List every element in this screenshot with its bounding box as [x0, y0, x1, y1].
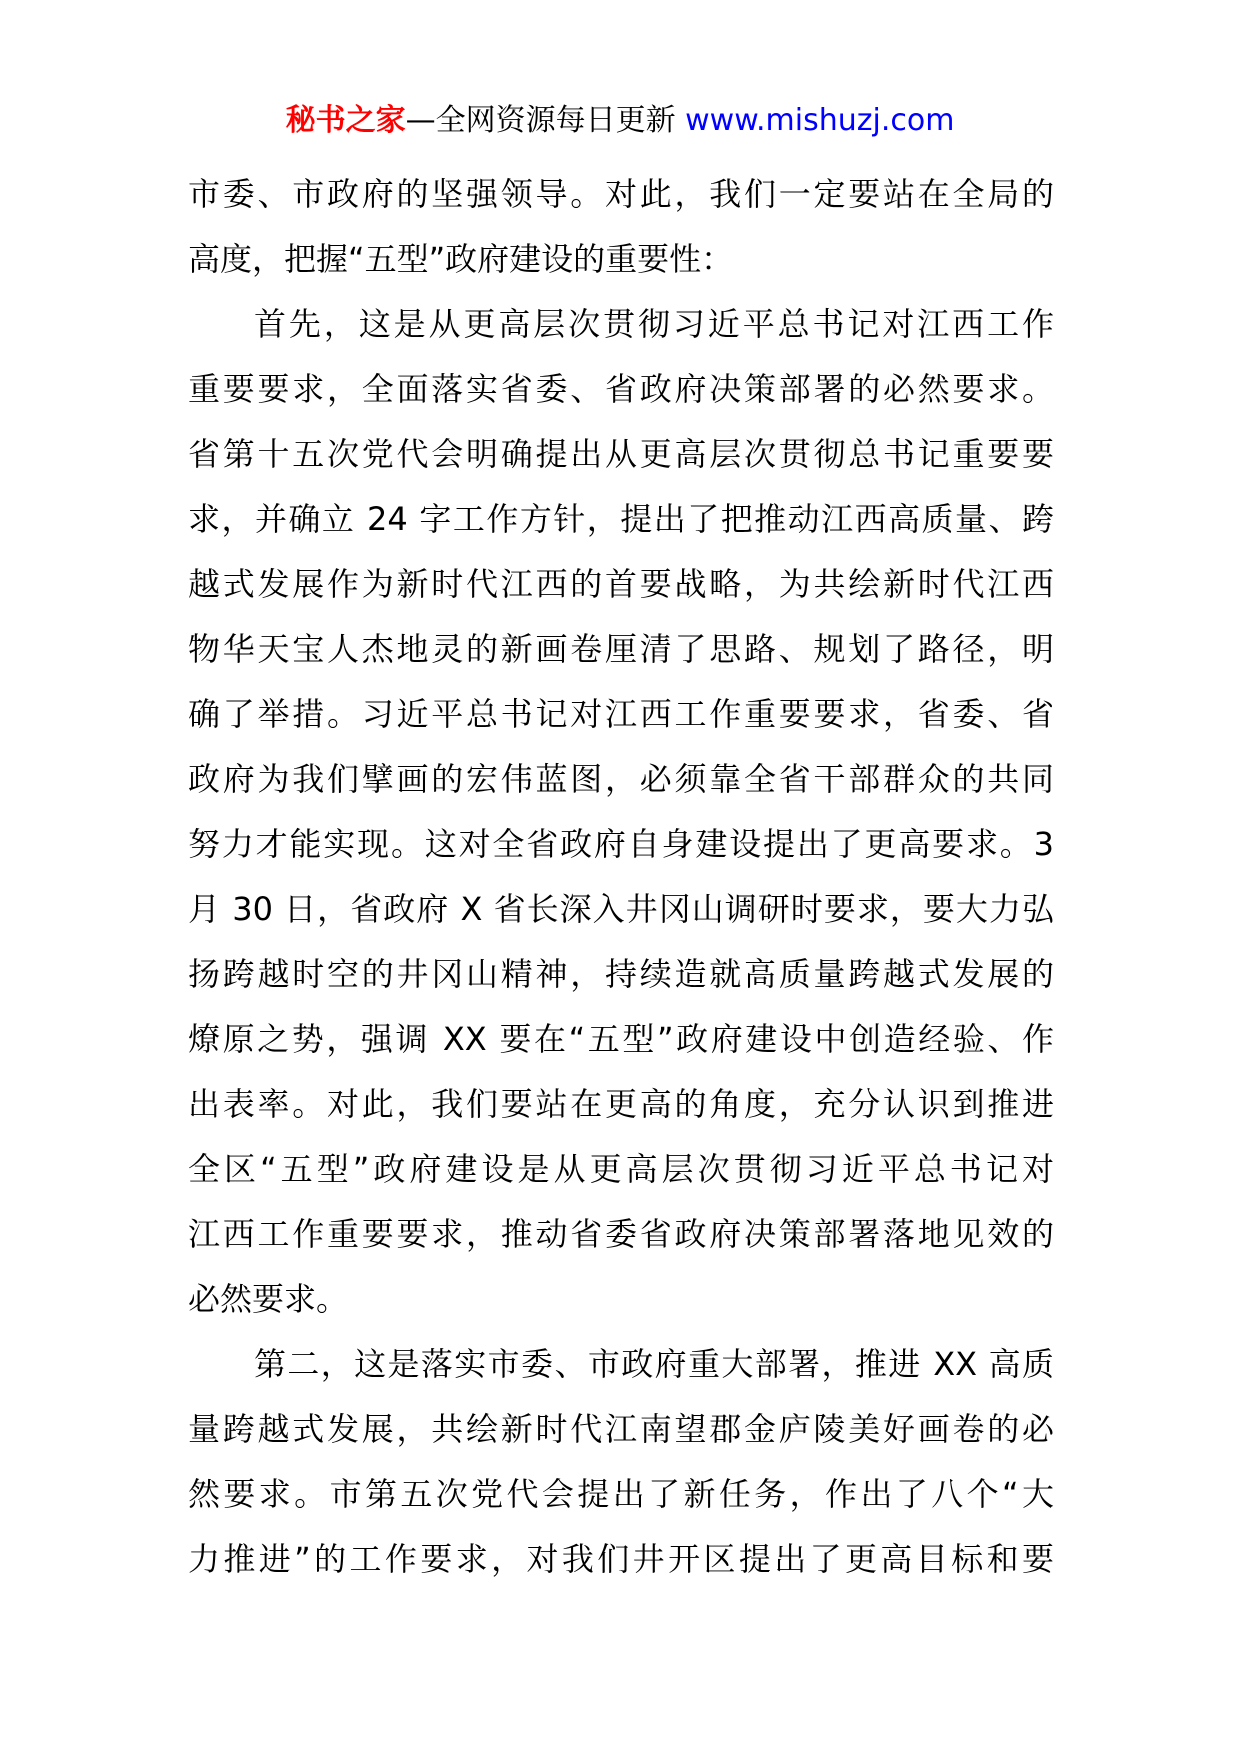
- text-line: 确了举措。习近平总书记对江西工作重要要求，省委、省: [188, 695, 1054, 733]
- page-header: [0, 100, 1240, 142]
- text-line: 出表率。对此，我们要站在更高的角度，充分认识到推进: [188, 1085, 1054, 1123]
- text-line: 燎原之势，强调 XX 要在“五型”政府建设中创造经验、作: [188, 1020, 1054, 1058]
- text-line: 市委、市政府的坚强领导。对此，我们一定要站在全局的: [188, 175, 1054, 213]
- text-line: 量跨越式发展，共绘新时代江南望郡金庐陵美好画卷的必: [188, 1410, 1054, 1448]
- text-line: 重要要求，全面落实省委、省政府决策部署的必然要求。: [188, 370, 1054, 408]
- brand-name: 秘书之家: [285, 103, 406, 138]
- text-line: 力推进”的工作要求，对我们井开区提出了更高目标和要: [188, 1540, 1054, 1578]
- header-tagline: —全网资源每日更新: [405, 103, 676, 138]
- text-line: 第二，这是落实市委、市政府重大部署，推进 XX 高质: [254, 1345, 1054, 1383]
- text-line: 必然要求。: [188, 1280, 349, 1318]
- text-line: 江西工作重要要求，推动省委省政府决策部署落地见效的: [188, 1215, 1054, 1253]
- text-line: 扬跨越时空的井冈山精神，持续造就高质量跨越式发展的: [188, 955, 1054, 993]
- site-link[interactable]: www.mishuzj.com: [685, 103, 955, 138]
- text-line: 求，并确立 24 字工作方针，提出了把推动江西高质量、跨: [188, 500, 1054, 538]
- text-line: 省第十五次党代会明确提出从更高层次贯彻总书记重要要: [188, 435, 1054, 473]
- text-line: 月 30 日，省政府 X 省长深入井冈山调研时要求，要大力弘: [188, 890, 1054, 928]
- text-line: 越式发展作为新时代江西的首要战略，为共绘新时代江西: [188, 565, 1054, 603]
- text-line: 高度，把握“五型”政府建设的重要性：: [188, 240, 734, 278]
- text-line: 首先，这是从更高层次贯彻习近平总书记对江西工作: [254, 305, 1054, 343]
- text-line: 全区“五型”政府建设是从更高层次贯彻习近平总书记对: [188, 1150, 1054, 1188]
- text-line: 然要求。市第五次党代会提出了新任务，作出了八个“大: [188, 1475, 1054, 1513]
- text-line: 努力才能实现。这对全省政府自身建设提出了更高要求。3: [188, 825, 1054, 863]
- document-body: [188, 162, 1054, 1592]
- text-line: 政府为我们擘画的宏伟蓝图，必须靠全省干部群众的共同: [188, 760, 1054, 798]
- text-line: 物华天宝人杰地灵的新画卷厘清了思路、规划了路径，明: [188, 630, 1054, 668]
